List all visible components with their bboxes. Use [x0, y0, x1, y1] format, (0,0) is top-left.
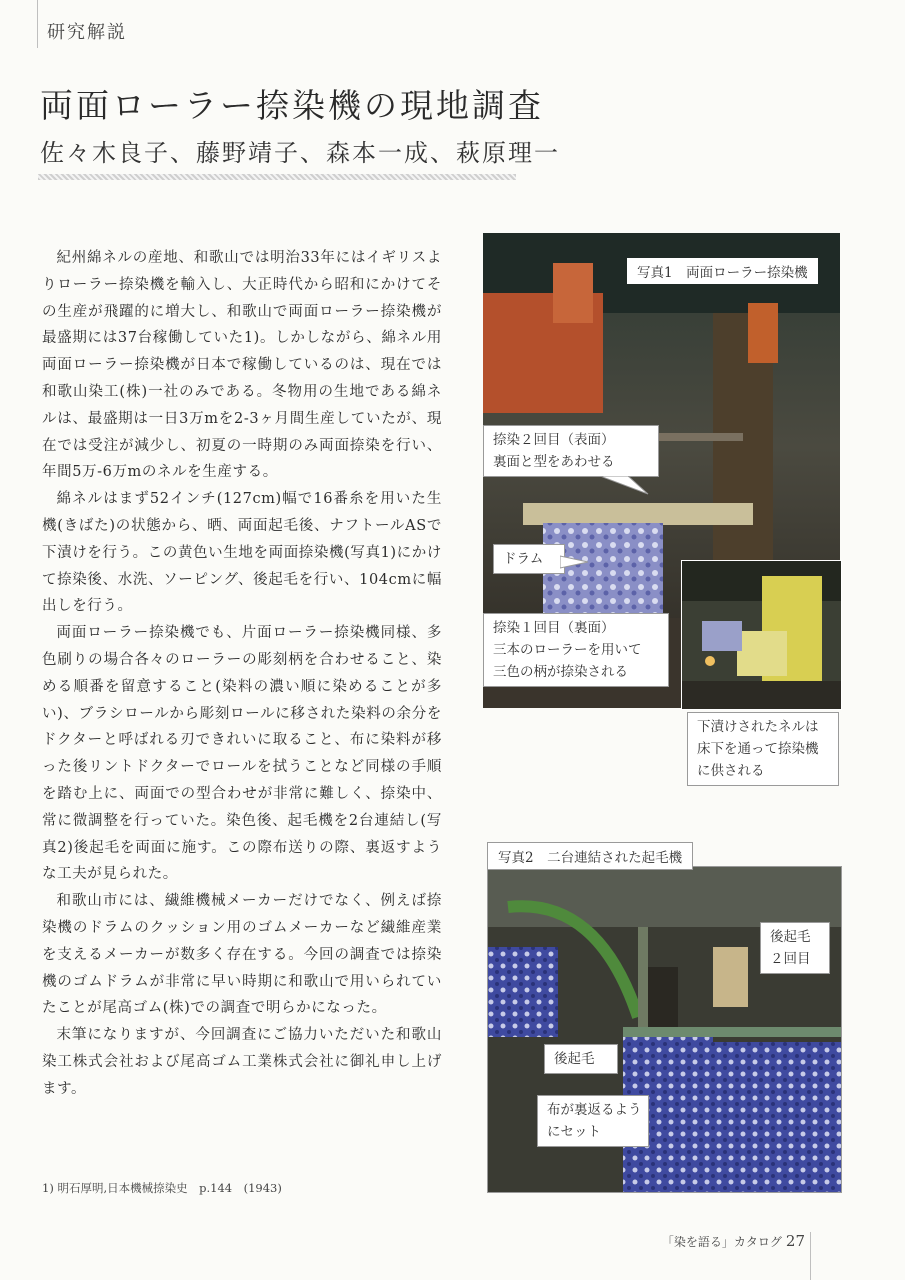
callout-line: にセット [547, 1124, 601, 1140]
callout-line: 床下を通って捺染機 [697, 741, 819, 757]
callout-line: 布が裏返るよう [547, 1102, 642, 1118]
photo-1-inset-image [682, 561, 841, 709]
photo-1-inset [681, 560, 842, 710]
callout-line: 三本のローラーを用いて [493, 642, 642, 658]
callout-line: 後起毛 [770, 929, 811, 945]
callout-print-second [483, 425, 659, 477]
header-left-rule [37, 0, 38, 48]
paragraph: 末筆になりますが、今回調査にご協力いただいた和歌山染工株式会社および尾高ゴム工業株式会社に御礼申し上げます。 [42, 1027, 442, 1097]
section-label: 研究解説 [47, 22, 127, 43]
authors: 佐々木良子、藤野靖子、森本一成、萩原理一 [40, 139, 560, 167]
callout-line: 三色の柄が捺染される [493, 664, 628, 680]
page-footer [662, 1232, 805, 1250]
paragraph: 両面ローラー捺染機でも、片面ローラー捺染機同様、多色刷りの場合各々のローラーの彫刻柄を合わせること、染める順番を留意すること(染料の濃い順に染めることが多い)、ブラシロールから彫刻ロールに移された染料の余分をドクターと呼ばれる刃できれいに取ること、布に染料が移った後リントドクターでロールを拭うことなど同様の手順を踏む上に、両面での型合わせが非常に難しく、捺染中、常に微調整を行っていた。染色後、起毛機を2台連結し(写真2)後起毛を両面に施す。この際布送りの際、裏返すような工夫が見られた。 [42, 625, 442, 883]
title-rule [38, 174, 516, 180]
callout-line: ２回目 [770, 951, 811, 967]
callout-pointer [560, 554, 590, 574]
callout-back-raise-second [760, 922, 830, 974]
callout-line: 捺染２回目（表面） [493, 432, 615, 448]
callout-line: 裏面と型をあわせる [493, 454, 615, 470]
callout-line: に供される [697, 763, 765, 779]
callout-print-first [483, 613, 669, 687]
callout-underdip [687, 712, 839, 786]
photo-2-caption: 写真2 二台連結された起毛機 [487, 842, 693, 870]
photo-1-caption: 写真1 両面ローラー捺染機 [627, 258, 818, 284]
callout-back-raise: 後起毛 [544, 1044, 618, 1074]
article-title: 両面ローラー捺染機の現地調査 [40, 86, 544, 125]
footnote: 1) 明石厚明,日本機械捺染史 p.144 (1943) [42, 1181, 282, 1195]
footer-catalog: 「染を語る」カタログ [661, 1235, 782, 1249]
callout-pointer [600, 476, 650, 496]
paragraph: 綿ネルはまず52インチ(127cm)幅で16番糸を用いた生機(きばた)の状態から、晒、両面起毛後、ナフトールASで下漬けを行う。この黄色い生地を両面捺染機(写真1)にかけて捺染後、水洗、ソーピング、後起毛を行い、104cmに幅出しを行う。 [42, 491, 442, 615]
callout-line: 下漬けされたネルは [697, 719, 819, 735]
callout-line: 捺染１回目（裏面） [493, 620, 615, 636]
callout-flip-setting [537, 1095, 649, 1147]
footer-rule [810, 1232, 811, 1280]
page-number: 27 [785, 1232, 805, 1250]
callout-drum: ドラム [493, 544, 565, 574]
paragraph: 紀州綿ネルの産地、和歌山では明治33年にはイギリスよりローラー捺染機を輸入し、大正時代から昭和にかけてその生産が飛躍的に増大し、和歌山で両面ローラー捺染機が最盛期には37台稼働していた1)。しかしながら、綿ネル用両面ローラー捺染機が日本で稼働しているのは、現在では和歌山染工(株)一社のみである。冬物用の生地である綿ネルは、最盛期は一日3万mを2-3ヶ月間生産していたが、現在では受注が減少し、初夏の一時期のみ両面捺染を行い、年間5万-6万mのネルを生産する。 [42, 250, 442, 481]
article-body [42, 245, 442, 1103]
paragraph: 和歌山市には、繊維機械メーカーだけでなく、例えば捺染機のドラムのクッション用のゴムメーカーなど繊維産業を支えるメーカーが数多く存在する。今回の調査では捺染機のゴムドラムが非常に早い時期に和歌山で用いられていたことが尾高ゴム(株)での調査で明らかになった。 [42, 893, 442, 1017]
